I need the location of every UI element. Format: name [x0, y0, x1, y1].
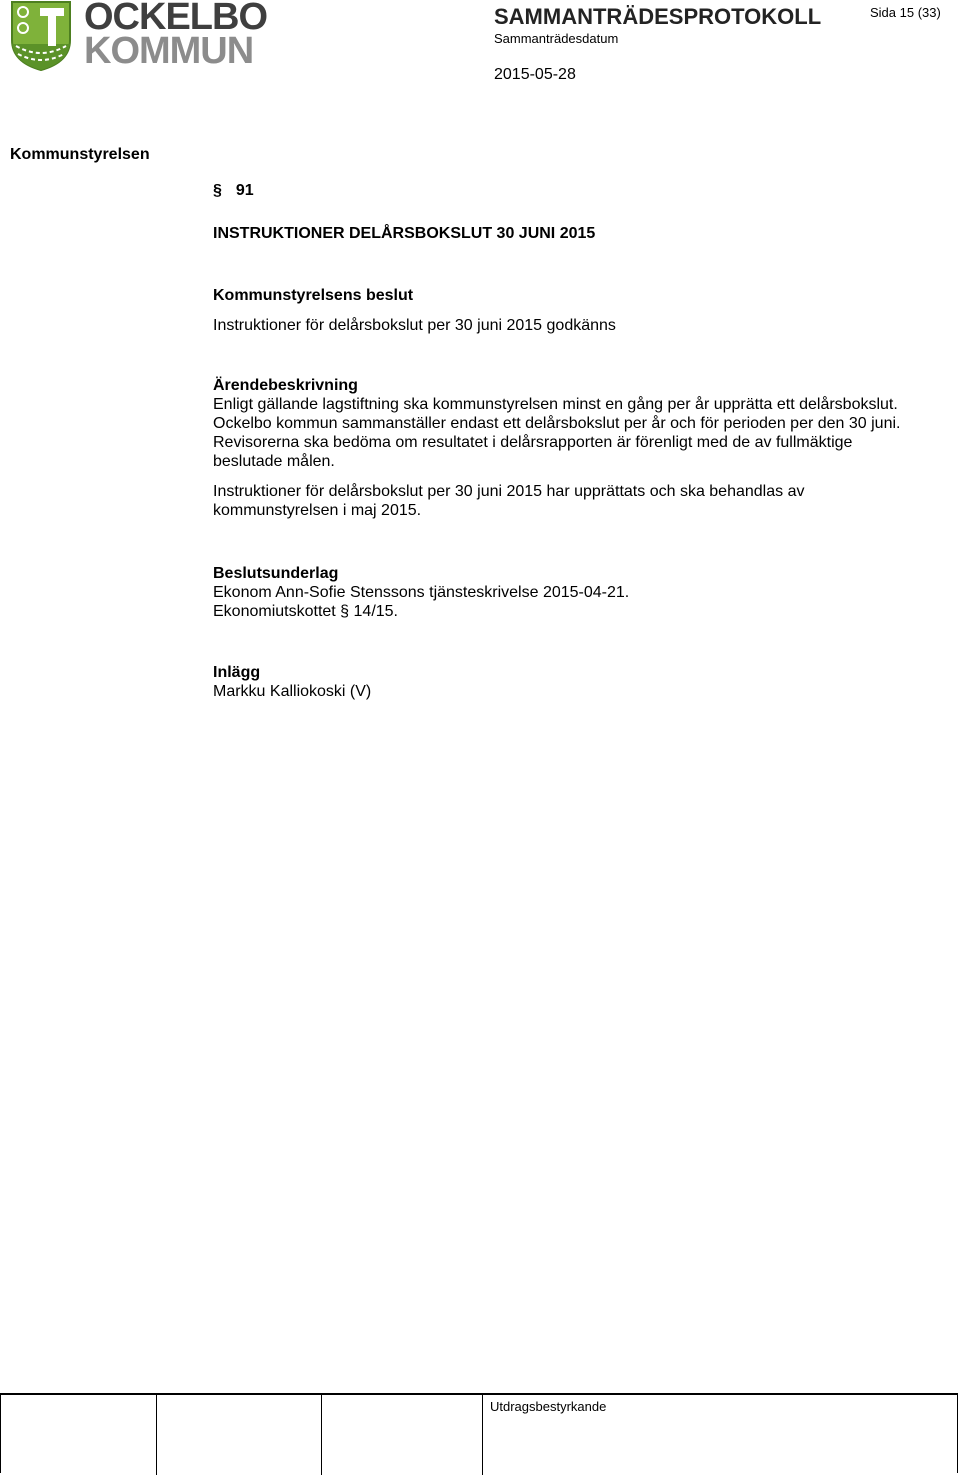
- signature-cell-divider: [482, 1395, 483, 1475]
- section-number-value: 91: [235, 182, 254, 199]
- contribution-title: Inlägg: [213, 664, 261, 681]
- municipality-logo: [10, 0, 267, 72]
- item-heading: INSTRUKTIONER DELÅRSBOKSLUT 30 JUNI 2015: [213, 225, 596, 242]
- protocol-title: SAMMANTRÄDESPROTOKOLL: [494, 4, 822, 29]
- decision-title: Kommunstyrelsens beslut: [213, 287, 414, 304]
- logo-wordmark-line2: KOMMUN: [84, 30, 254, 72]
- extract-certification-label: Utdragsbestyrkande: [490, 1399, 607, 1414]
- page-number: Sida 15 (33): [870, 5, 941, 20]
- logo-wordmark-line1: OCKELBO: [84, 0, 267, 38]
- description-block: [213, 376, 913, 520]
- section-number: [213, 182, 254, 200]
- description-paragraph-1: Enligt gällande lagstiftning ska kommunstyrelsen minst en gång per år upprätta ett delårsbokslut. Ockelbo kommun sammanställer endast ett delårsbokslut per år och för perioden per den 30 juni. Revisorerna ska bedöma om resultatet i delårsrapporten är förenligt med de av fullmäktige beslutade målen.: [213, 396, 901, 470]
- meeting-date-label: Sammanträdesdatum: [494, 31, 619, 46]
- contribution-line-1: Markku Kalliokoski (V): [213, 683, 372, 700]
- coat-of-arms-icon: [10, 0, 74, 72]
- decision-text: Instruktioner för delårsbokslut per 30 juni 2015 godkänns: [213, 317, 616, 334]
- description-title: Ärendebeskrivning: [213, 377, 358, 394]
- contribution-block: [213, 663, 913, 701]
- signature-cell-divider: [156, 1395, 157, 1475]
- committee-name: Kommunstyrelsen: [10, 146, 150, 163]
- decision-basis-title: Beslutsunderlag: [213, 565, 339, 582]
- decision-basis-line-1: Ekonom Ann-Sofie Stenssons tjänsteskrivelse 2015-04-21.: [213, 584, 630, 601]
- description-paragraph-2: Instruktioner för delårsbokslut per 30 juni 2015 har upprättats och ska behandlas av kommunstyrelsen i maj 2015.: [213, 483, 805, 519]
- signature-footer-table: [0, 1393, 958, 1473]
- signature-cell-divider: [321, 1395, 322, 1475]
- paragraph-symbol: §: [213, 182, 222, 199]
- decision-basis-block: [213, 564, 913, 621]
- decision-block: [213, 286, 913, 335]
- decision-basis-line-2: Ekonomiutskottet § 14/15.: [213, 603, 398, 620]
- meeting-date-value: 2015-05-28: [494, 66, 576, 83]
